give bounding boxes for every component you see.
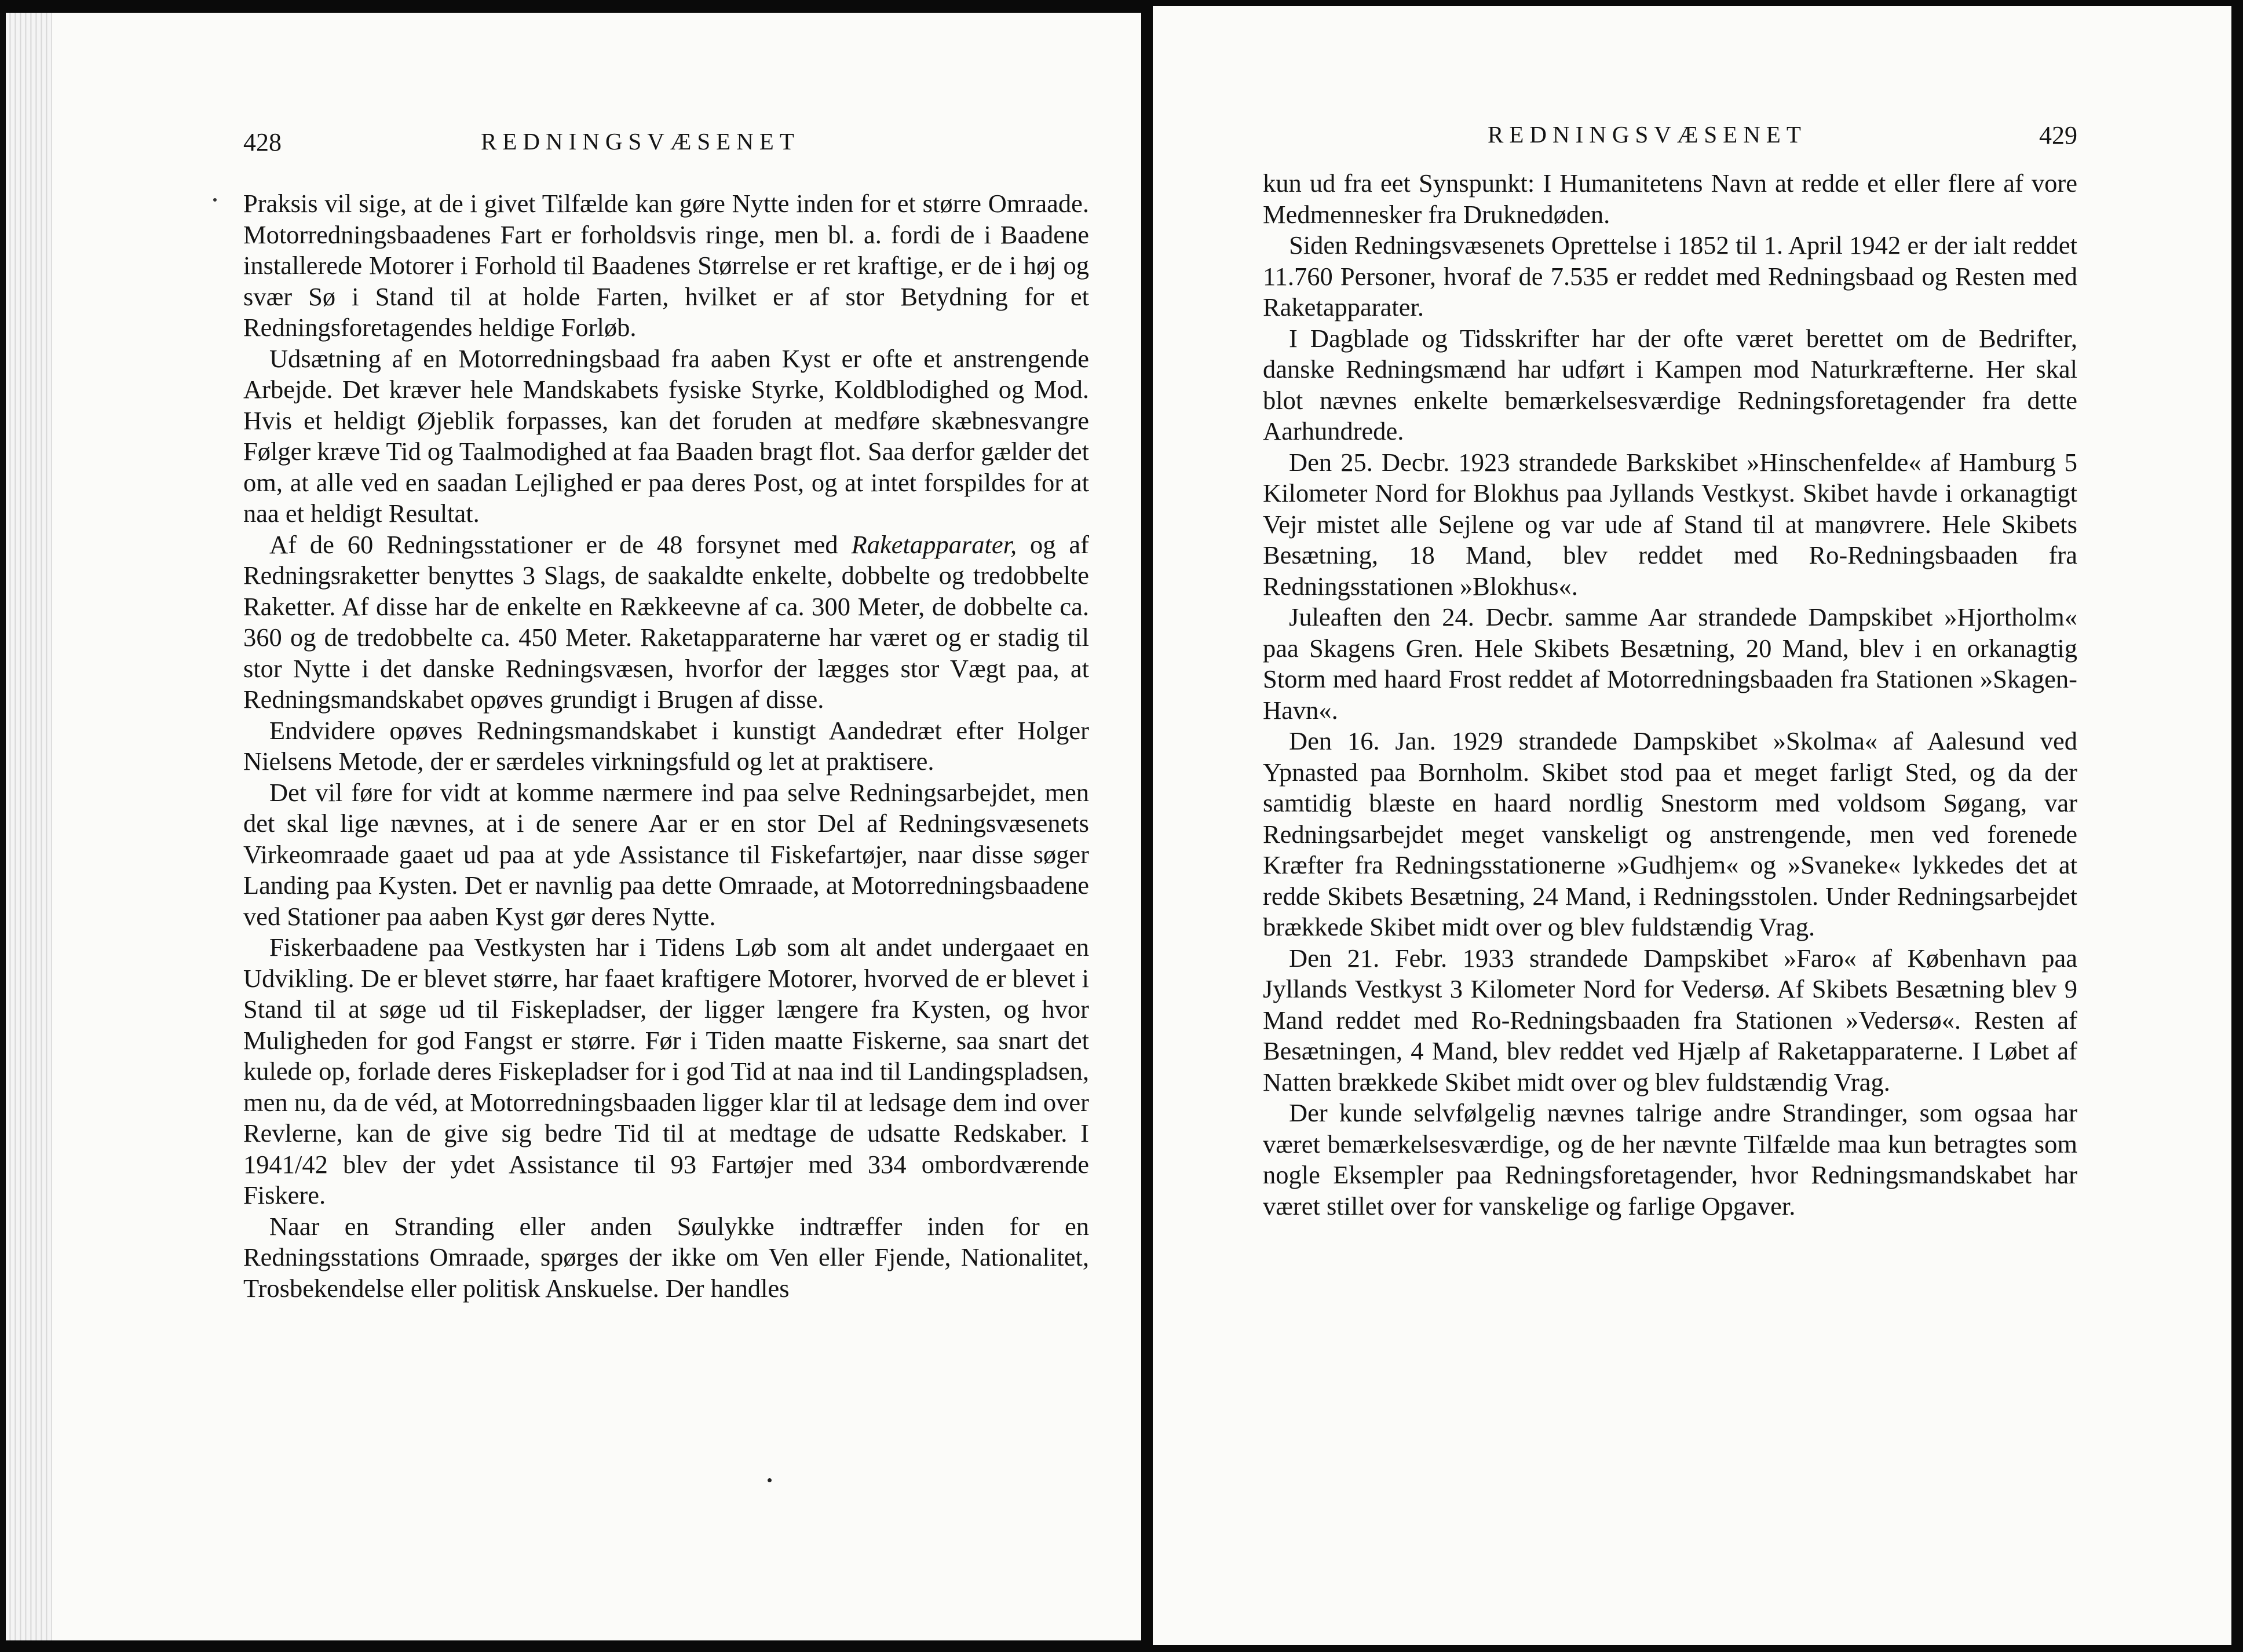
paragraph: Det vil føre for vidt at komme nærmere ind paa selve Redningsarbejdet, men det skal lige nævnes, at i de senere Aar er en stor Del af Redningsvæsenets Virkeomraade gaaet ud paa at yde Assistance til Fiskefartøjer, naar disse søger Landing paa Kysten. Det er navnlig paa dette Omraade, at Motorredningsbaadene ved Stationer paa aaben Kyst gør deres Nytte. — [243, 777, 1089, 931]
margin-dot — [213, 198, 217, 202]
paragraph: kun ud fra eet Synspunkt: I Humanitetens Navn at redde et eller flere af vore Medmennesker fra Druknedøden. — [1263, 169, 2077, 229]
right-page — [1153, 6, 2231, 1645]
paragraph: Den 21. Febr. 1933 strandede Dampskibet »Faro« af København paa Jyllands Vestkyst 3 Kilometer Nord for Vedersø. Af Skibets Besætning blev 9 Mand reddet med Ro-Redningsbaaden fra Stationen »Vedersø«. Resten af Besætningen, 4 Mand, blev reddet ved Hjælp af Raketapparaterne. I Løbet af Natten brækkede Skibet midt over og blev fuldstændig Vrag. — [1263, 943, 2077, 1097]
paragraph-with-emphasis — [243, 529, 1089, 715]
paragraph: Den 25. Decbr. 1923 strandede Barkskibet »Hinschenfelde« af Hamburg 5 Kilometer Nord for Blokhus paa Jyllands Vestkyst. Skibet havde i orkanagtigt Vejr mistet alle Sejlene og var ude af Stand til at manøvrere. Hele Skibets Besætning, 18 Mand, blev reddet med Ro-Redningsbaaden fra Redningsstationen »Blokhus«. — [1263, 447, 2077, 601]
paragraph: Juleaften den 24. Decbr. samme Aar strandede Dampskibet »Hjortholm« paa Skagens Gren. Hele Skibets Besætning, 20 Mand, blev i en orkanagtig Storm med haard Frost reddet af Motorredningsbaaden fra Stationen »Skagen-Havn«. — [1263, 602, 2077, 725]
paragraph: Naar en Stranding eller anden Søulykke indtræffer inden for en Redningsstations Omraade, spørges der ikke om Ven eller Fjende, Nationalitet, Trosbekendelse eller politisk Anskuelse. Der handles — [243, 1211, 1089, 1303]
left-text-block — [243, 188, 1089, 1304]
right-text-block — [1263, 168, 2077, 1222]
paragraph: Siden Redningsvæsenets Oprettelse i 1852 til 1. April 1942 er der ialt reddet 11.760 Personer, hvoraf de 7.535 er reddet med Redningsbaad og Resten med Raketapparater. — [1263, 231, 2077, 321]
paragraph: Den 16. Jan. 1929 strandede Dampskibet »Skolma« af Aalesund ved Ypnasted paa Bornholm. Skibet stod paa et meget farligt Sted, og da der samtidig blæste en haard nordlig Snestorm med voldsom Søgang, var Redningsarbejdet meget vanskeligt og anstrengende, men ved forenede Kræfter fra Redningsstationerne »Gudhjem« og »Svaneke« lykkedes det at redde Skibets Besætning, 24 Mand, i Redningsstolen. Under Redningsarbejdet brækkede Skibet midt over og blev fuldstændig Vrag. — [1263, 726, 2077, 941]
paragraph-rest: og af Redningsraketter benyttes 3 Slags, de saakaldte enkelte, dobbelte og tredobbelte Raketter. Af disse har de enkelte en Rækkeevne af ca. 300 Meter, de dobbelte ca. 360 og de tredobbelte ca. 450 Meter. Raketapparaterne har været og er stadig til stor Nytte i det danske Redningsvæsen, hvorfor der lægges stor Vægt paa, at Redningsmandskabet opøves grundigt i Brugen af disse. — [243, 529, 1090, 714]
paragraph: Der kunde selvfølgelig nævnes talrige andre Strandinger, som ogsaa har været bemærkelsesværdige, og de her nævnte Tilfælde maa kun betragtes som nogle Eksempler paa Redningsforetagender, hvor Redningsmandskabet har været stillet over for vanskelige og farlige Opgaver. — [1263, 1098, 2077, 1220]
page-number-left: 428 — [243, 128, 282, 156]
print-speck — [768, 1478, 772, 1482]
left-page — [52, 13, 1141, 1640]
paragraph: Praksis vil sige, at de i givet Tilfælde kan gøre Nytte inden for et større Omraade. Motorredningsbaadenes Fart er forholdsvis ringe, men bl. a. fordi de i Baadene installerede Motorer i Forhold til Baadenes Størrelse er ret kraftige, er de i høj og svær Sø i Stand til at holde Farten, hvilket er af stor Betydning for et Redningsforetagendes heldige Forløb. — [243, 189, 1089, 342]
paragraph: I Dagblade og Tidsskrifter har der ofte været berettet om de Bedrifter, danske Redningsmænd har udført i Kampen mod Naturkræfterne. Her skal blot nævnes enkelte bemærkelsesværdige Redningsforetagender fra dette Aarhundrede. — [1263, 323, 2077, 445]
paragraph: Udsætning af en Motorredningsbaad fra aaben Kyst er ofte et anstrengende Arbejde. Det kræver hele Mandskabets fysiske Styrke, Koldblodighed og Mod. Hvis et heldigt Øjeblik forpasses, kan det foruden at medføre skæbnesvangre Følger kræve Tid og Taalmodighed at faa Baaden bragt flot. Saa derfor gælder det om, at alle ved en saadan Lejlighed er paa deres Post, og at intet forspildes for at naa et heldigt Resultat. — [243, 343, 1089, 528]
running-head-right: REDNINGSVÆSENET — [1488, 121, 1807, 148]
paragraph: Endvidere opøves Redningsmandskabet i kunstigt Aandedræt efter Holger Nielsens Metode, der er særdeles virkningsfuld og let at praktisere. — [243, 715, 1089, 776]
paragraph-lead: Af de 60 Redningsstationer er de 48 forsynet med — [269, 529, 838, 559]
paragraph: Fiskerbaadene paa Vestkysten har i Tidens Løb som alt andet undergaaet en Udvikling. De er blevet større, har faaet kraftigere Motorer, hvorved de er blevet i Stand til at søge ud til Fiskepladser, der ligger længere fra Kysten, og hvor Muligheden for god Fangst er større. Før i Tiden maatte Fiskerne, saa snart det kulede op, forlade deres Fiskepladser for i god Tid at naa ind til Landingspladsen, men nu, da de véd, at Motorredningsbaaden ligger klar til at ledsage dem ind over Revlerne, kan de give sig bedre Tid til at medtage de udsatte Redskaber. I 1941/42 blev der ydet Assistance til 93 Fartøjer med 334 ombordværende Fiskere. — [243, 933, 1089, 1209]
page-number-right: 429 — [2039, 121, 2077, 149]
running-head-left: REDNINGSVÆSENET — [481, 128, 800, 155]
emphasized-term: Raketapparater, — [851, 529, 1017, 559]
